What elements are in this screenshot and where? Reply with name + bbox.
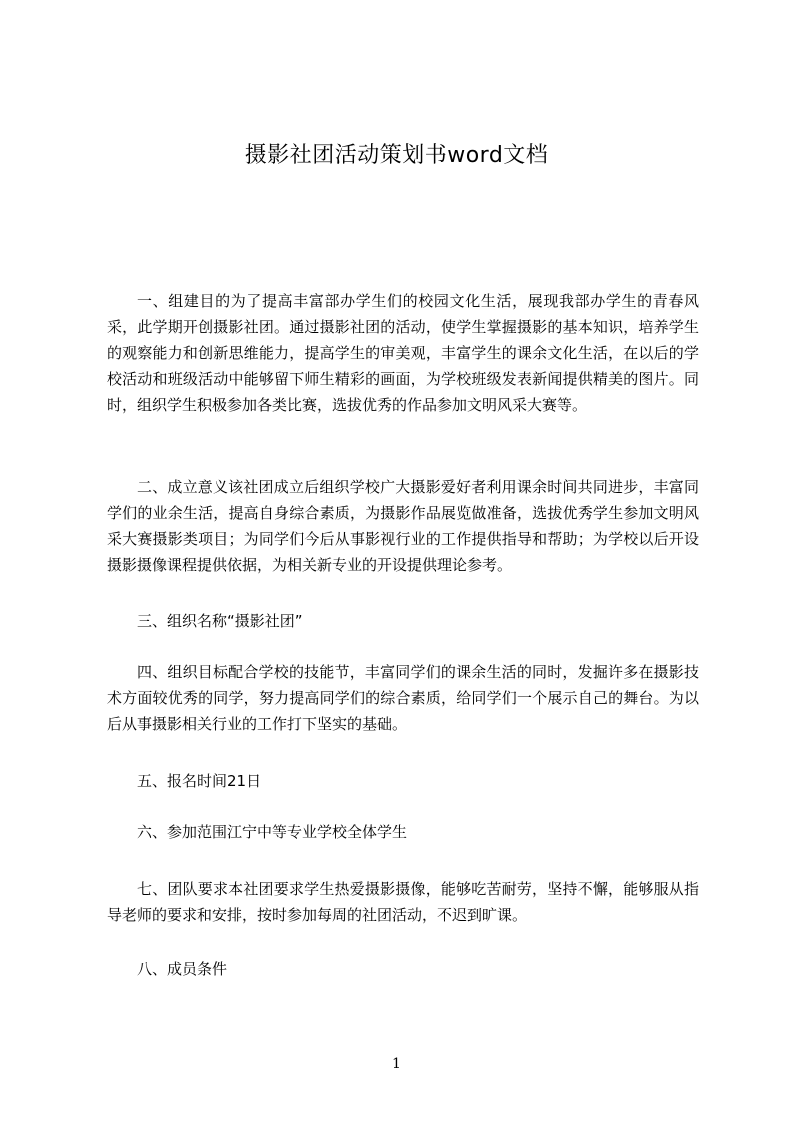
- paragraph-name: 三、组织名称“摄影社团”: [137, 612, 303, 630]
- paragraph-significance: 二、成立意义该社团成立后组织学校广大摄影爱好者利用课余时间共同进步，丰富同学们的业余生活，提高自身综合素质，为摄影作品展览做准备，选拔优秀学生参加文明风采大赛摄影类项目；为同学们今后从事影视行业的工作提供指导和帮助；为学校以后开设摄影摄像课程提供依据，为相关新专业的开设提供理论参考。: [107, 478, 699, 574]
- paragraph-member-conditions: 八、成员条件: [137, 960, 228, 978]
- paragraph-purpose: 一、组建目的为了提高丰富部办学生们的校园文化生活，展现我部办学生的青春风采，此学期开创摄影社团。通过摄影社团的活动，使学生掌握摄影的基本知识，培养学生的观察能力和创新思维能力，提高学生的审美观，丰富学生的课余文化生活，在以后的学校活动和班级活动中能够留下师生精彩的画面，为学校班级发表新闻提供精美的图片。同时，组织学生积极参加各类比赛，选拔优秀的作品参加文明风采大赛等。: [107, 292, 699, 414]
- page-number: 1: [392, 1056, 401, 1072]
- paragraph-requirements: 七、团队要求本社团要求学生热爱摄影摄像，能够吃苦耐劳，坚持不懈，能够服从指导老师的要求和安排，按时参加每周的社团活动，不迟到旷课。: [107, 880, 699, 924]
- paragraph-goal: 四、组织目标配合学校的技能节，丰富同学们的课余生活的同时，发掘许多在摄影技术方面较优秀的同学，努力提高同学们的综合素质，给同学们一个展示自己的舞台。为以后从事摄影相关行业的工作打下坚实的基础。: [107, 663, 699, 733]
- paragraph-scope: 六、参加范围江宁中等专业学校全体学生: [137, 823, 408, 841]
- paragraph-registration-time: 五、报名时间21日: [137, 772, 262, 790]
- document-title: 摄影社团活动策划书word文档: [244, 143, 549, 168]
